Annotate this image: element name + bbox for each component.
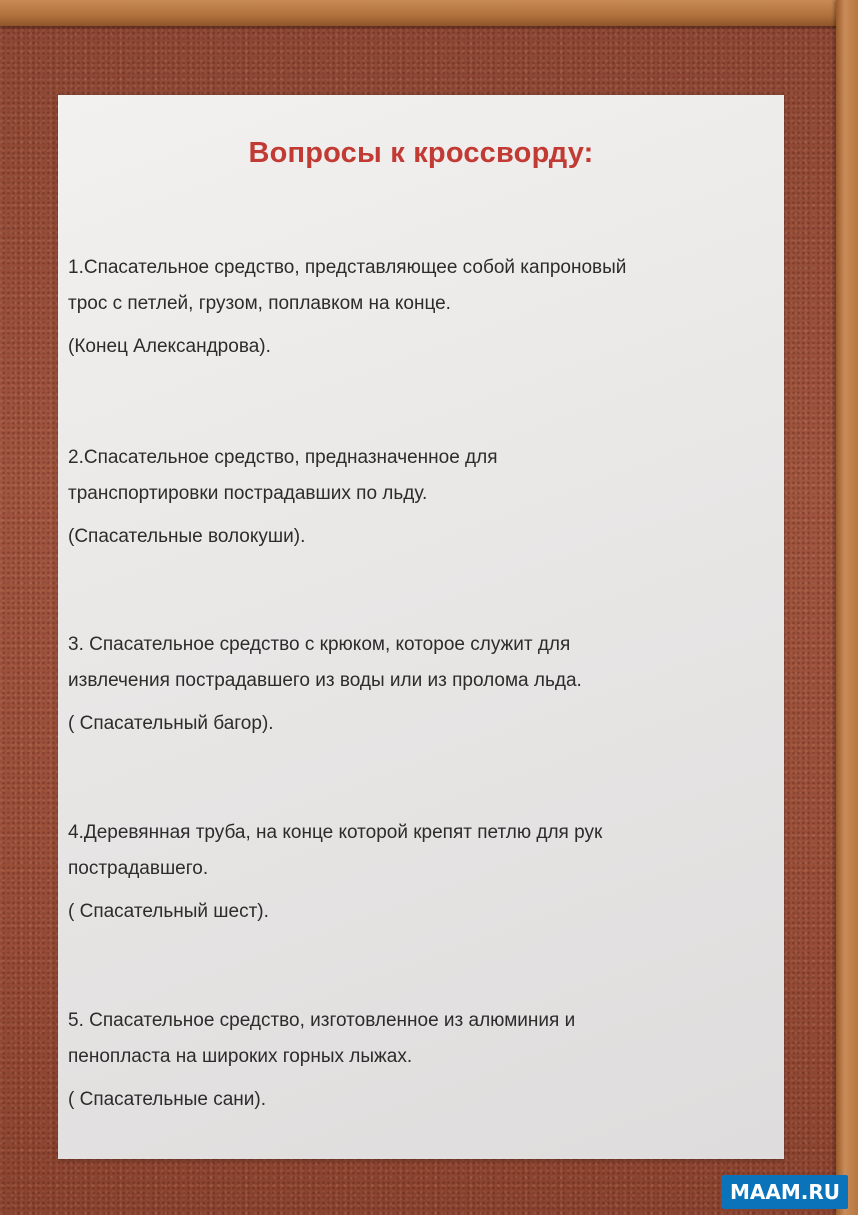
question-line-2: пенопласта на широких горных лыжах. — [68, 1046, 413, 1067]
question-answer: ( Спасательный багор). — [68, 713, 274, 734]
question-line-2: пострадавшего. — [68, 858, 209, 879]
question-text — [68, 815, 780, 887]
question-1 — [68, 250, 780, 362]
question-answer: (Спасательные волокуши). — [68, 526, 306, 547]
question-line-2: извлечения пострадавшего из воды или из пролома льда. — [68, 670, 582, 691]
question-text — [68, 440, 780, 512]
paper-sheet — [58, 95, 784, 1159]
question-4 — [68, 815, 780, 927]
question-text — [68, 1003, 780, 1075]
question-line-2: транспортировки пострадавших по льду. — [68, 483, 428, 504]
question-line-1: 5. Спасательное средство, изготовленное из алюминия и — [68, 1010, 576, 1031]
question-5 — [68, 1003, 780, 1115]
question-3 — [68, 627, 780, 739]
question-answer: (Конец Александрова). — [68, 336, 271, 357]
question-answer: ( Спасательные сани). — [68, 1089, 267, 1110]
question-answer: ( Спасательный шест). — [68, 901, 269, 922]
question-text — [68, 627, 780, 699]
question-2 — [68, 440, 780, 552]
watermark-badge: MAAM.RU — [722, 1175, 848, 1209]
page-title: Вопросы к кроссворду: — [248, 137, 594, 169]
frame-right-edge — [836, 0, 858, 1215]
question-line-1: 1.Спасательное средство, представляющее собой капроновый — [68, 257, 627, 278]
question-line-1: 3. Спасательное средство с крюком, которое служит для — [68, 634, 571, 655]
question-text — [68, 250, 780, 322]
frame-top-edge — [0, 0, 858, 26]
question-line-2: трос с петлей, грузом, поплавком на конце. — [68, 293, 451, 314]
question-line-1: 2.Спасательное средство, предназначенное для — [68, 447, 498, 468]
question-line-1: 4.Деревянная труба, на конце которой крепят петлю для рук — [68, 822, 603, 843]
